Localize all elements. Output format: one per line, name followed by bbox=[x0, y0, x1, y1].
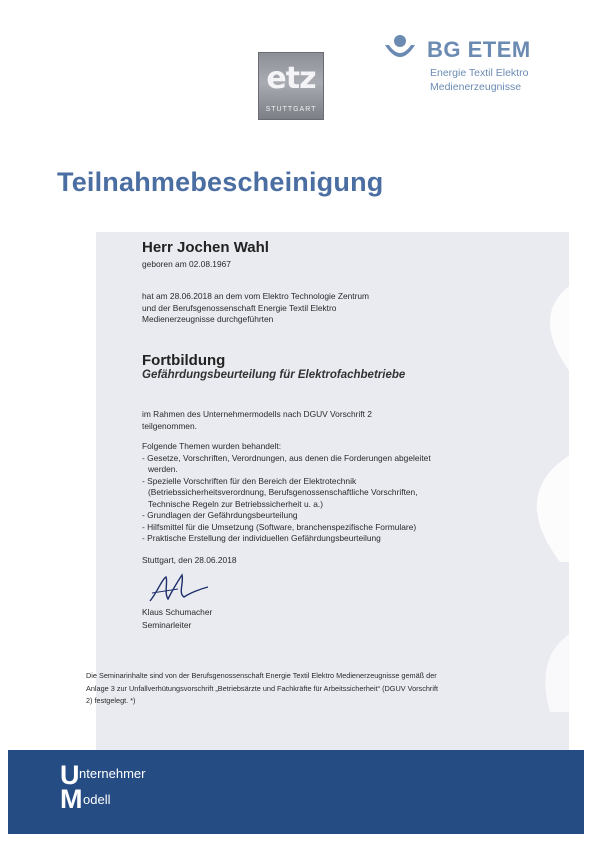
topics-block bbox=[142, 441, 482, 545]
intro-text bbox=[142, 291, 369, 326]
logo-letter-u: U bbox=[60, 760, 80, 790]
topic-item: werden. bbox=[148, 464, 178, 474]
footer-note-line: Die Seminarinhalte sind von der Berufsgenossenschaft Energie Textil Elektro Medienerzeugnisse gemäß der bbox=[86, 671, 437, 680]
topics-header: Folgende Themen wurden behandelt: bbox=[142, 441, 282, 451]
model-line: im Rahmen des Unternehmermodells nach DGUV Vorschrift 2 bbox=[142, 409, 372, 419]
footer-note bbox=[86, 670, 516, 708]
footer-note-line: 2) festgelegt. *) bbox=[86, 696, 136, 705]
signature-image bbox=[148, 571, 218, 605]
topic-item: - Grundlagen der Gefährdungsbeurteilung bbox=[142, 510, 298, 520]
model-text bbox=[142, 409, 372, 432]
topic-item: - Spezielle Vorschriften für den Bereich der Elektrotechnik bbox=[142, 475, 357, 486]
participant-birth: geboren am 02.08.1967 bbox=[142, 259, 231, 269]
bg-etem-emblem-icon bbox=[383, 33, 417, 67]
logo-letter-m: M bbox=[60, 784, 83, 814]
etz-logo bbox=[258, 52, 324, 120]
intro-line: und der Berufsgenossenschaft Energie Textil Elektro bbox=[142, 302, 337, 313]
course-title: Fortbildung bbox=[142, 352, 226, 369]
intro-line: hat am 28.06.2018 an dem vom Elektro Technologie Zentrum bbox=[142, 291, 370, 301]
etz-logo-mark: etz bbox=[266, 61, 316, 96]
topic-item: - Praktische Erstellung der individuellen Gefährdungsbeurteilung bbox=[142, 533, 381, 543]
participant-name: Herr Jochen Wahl bbox=[142, 239, 269, 256]
model-line: teilgenommen. bbox=[142, 420, 197, 431]
topics-list bbox=[142, 453, 482, 545]
logo-word-2: odell bbox=[83, 792, 111, 807]
signatory-role: Seminarleiter bbox=[142, 620, 192, 630]
topic-item: (Betriebssicherheitsverordnung, Berufsgenossenschaftliche Vorschriften, bbox=[148, 487, 418, 497]
topic-item: - Gesetze, Vorschriften, Verordnungen, aus denen die Forderungen abgeleitet bbox=[142, 452, 431, 463]
place-date: Stuttgart, den 28.06.2018 bbox=[142, 555, 237, 565]
bg-etem-name: BG ETEM bbox=[427, 37, 531, 62]
footer-note-line: Anlage 3 zur Unfallverhütungsvorschrift „Betriebsärzte und Fachkräfte für Arbeitssicherheit“ (DGUV Vorschrift bbox=[86, 683, 439, 693]
topic-item: - Hilfsmittel für die Umsetzung (Software, branchenspezifische Formulare) bbox=[142, 521, 417, 532]
topic-item: Technische Regeln zur Betriebssicherheit u. a.) bbox=[148, 498, 324, 509]
course-subtitle: Gefährdungsbeurteilung für Elektrofachbetriebe bbox=[142, 369, 406, 381]
intro-line: Medienerzeugnisse durchgeführten bbox=[142, 314, 274, 324]
bg-etem-line1: Energie Textil Elektro bbox=[430, 67, 529, 79]
bg-etem-logo bbox=[383, 33, 558, 93]
etz-logo-sub: STUTTGART bbox=[265, 106, 317, 113]
page-title: Teilnahmebescheinigung bbox=[57, 167, 384, 197]
logo-word-1: nternehmer bbox=[79, 766, 146, 781]
bg-etem-line2: Medienerzeugnisse bbox=[430, 81, 522, 93]
signatory-name: Klaus Schumacher bbox=[142, 607, 213, 617]
